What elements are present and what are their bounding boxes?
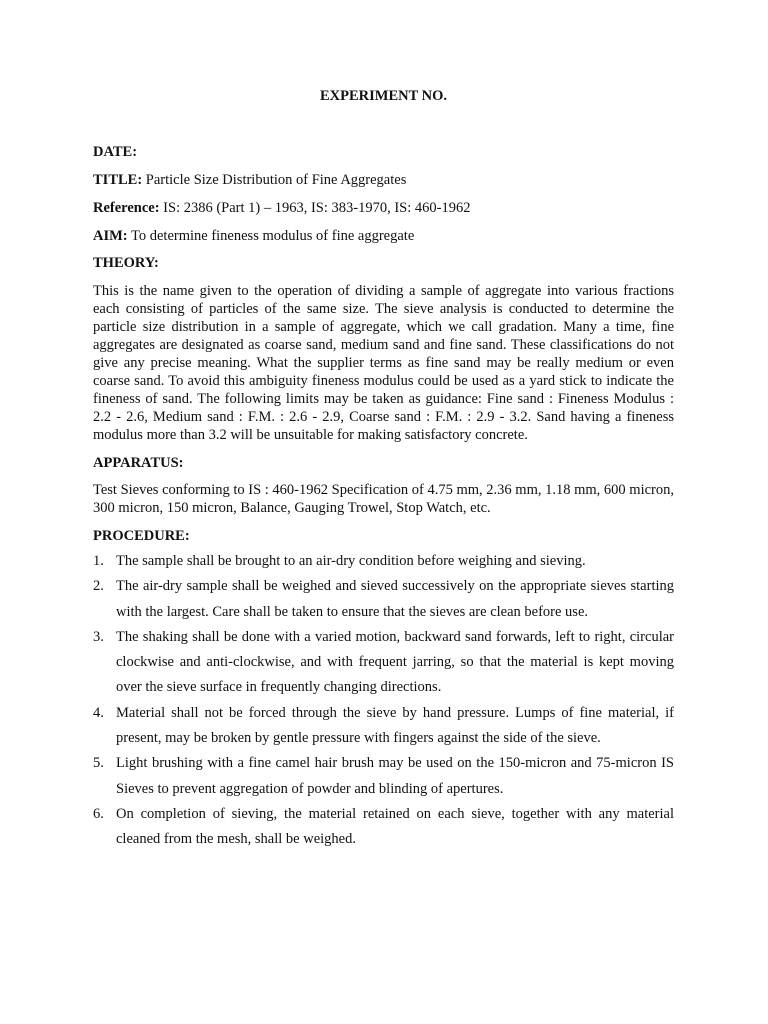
title-field <box>93 170 674 190</box>
step-number: 4. <box>93 704 104 721</box>
step-number: 5. <box>93 755 104 772</box>
theory-heading: THEORY: <box>93 255 159 271</box>
date-field <box>93 142 674 162</box>
step-text: Material shall not be forced through the sieve by hand pressure. Lumps of fine material, if present, may be broken by gentle pressure with fingers against the side of the sieve. <box>116 704 674 747</box>
step-number: 1. <box>93 553 104 569</box>
apparatus-heading: APPARATUS: <box>93 455 184 471</box>
aim-label: AIM: <box>93 228 128 244</box>
reference-field <box>93 198 674 218</box>
procedure-list <box>93 549 674 853</box>
theory-paragraph: This is the name given to the operation of dividing a sample of aggregate into various fractions each consisting of particles of the same size. The sieve analysis is conducted to determine the particle size distribution in a sample of aggregate, which we call gradation. Many a time, fine aggregates are designated as coarse sand, medium sand and fine sand. These classifications do not give any precise meaning. What the supplier terms as fine sand may be really medium or even coarse sand. To avoid this ambiguity fineness modulus could be used as a yard stick to indicate the fineness of sand. The following limits may be taken as guidance: Fine sand : Fineness Modulus : 2.2 - 2.6, Medium sand : F.M. : 2.6 - 2.9, Coarse sand : F.M. : 2.9 - 3.2. Sand having a fineness modulus more than 3.2 will be unsuitable for making satisfactory concrete. <box>93 283 674 443</box>
aim-value: To determine fineness modulus of fine aggregate <box>127 228 415 244</box>
apparatus-paragraph: Test Sieves conforming to IS : 460-1962 Specification of 4.75 mm, 2.36 mm, 1.18 mm, 600 micron, 300 micron, 150 micron, Balance, Gauging Trowel, Stop Watch, etc. <box>93 482 674 516</box>
title-label: TITLE: <box>93 172 143 188</box>
experiment-heading: EXPERIMENT NO. <box>319 88 448 104</box>
procedure-step <box>93 625 674 701</box>
date-label: DATE: <box>93 144 138 160</box>
step-text: The sample shall be brought to an air-dry condition before weighing and sieving. <box>116 553 586 569</box>
procedure-step <box>93 802 674 853</box>
procedure-step <box>93 549 674 574</box>
aim-field <box>93 226 674 246</box>
reference-label: Reference: <box>93 200 160 216</box>
step-text: The shaking shall be done with a varied motion, backward sand forwards, left to right, circular clockwise and anti-clockwise, and with frequent jarring, so that the material is kept moving over the sieve surface in frequently changing directions. <box>116 628 674 696</box>
procedure-step <box>93 701 674 752</box>
procedure-step <box>93 751 674 802</box>
step-text: The air-dry sample shall be weighed and sieved successively on the appropriate sieves starting with the largest. Care shall be taken to ensure that the sieves are clean before use. <box>116 578 674 620</box>
title-value: Particle Size Distribution of Fine Aggregates <box>142 172 407 188</box>
step-text: Light brushing with a fine camel hair brush may be used on the 150-micron and 75-micron IS Sieves to prevent aggregation of powder and blinding of apertures. <box>116 755 674 797</box>
step-number: 2. <box>93 578 104 595</box>
procedure-heading: PROCEDURE: <box>93 528 190 544</box>
step-text: On completion of sieving, the material retained on each sieve, together with any material cleaned from the mesh, shall be weighed. <box>116 805 674 848</box>
step-number: 3. <box>93 628 104 645</box>
step-number: 6. <box>93 805 104 822</box>
reference-value: IS: 2386 (Part 1) – 1963, IS: 383-1970, IS: 460-1962 <box>159 200 471 216</box>
document-page <box>93 86 674 853</box>
procedure-step <box>93 574 674 625</box>
